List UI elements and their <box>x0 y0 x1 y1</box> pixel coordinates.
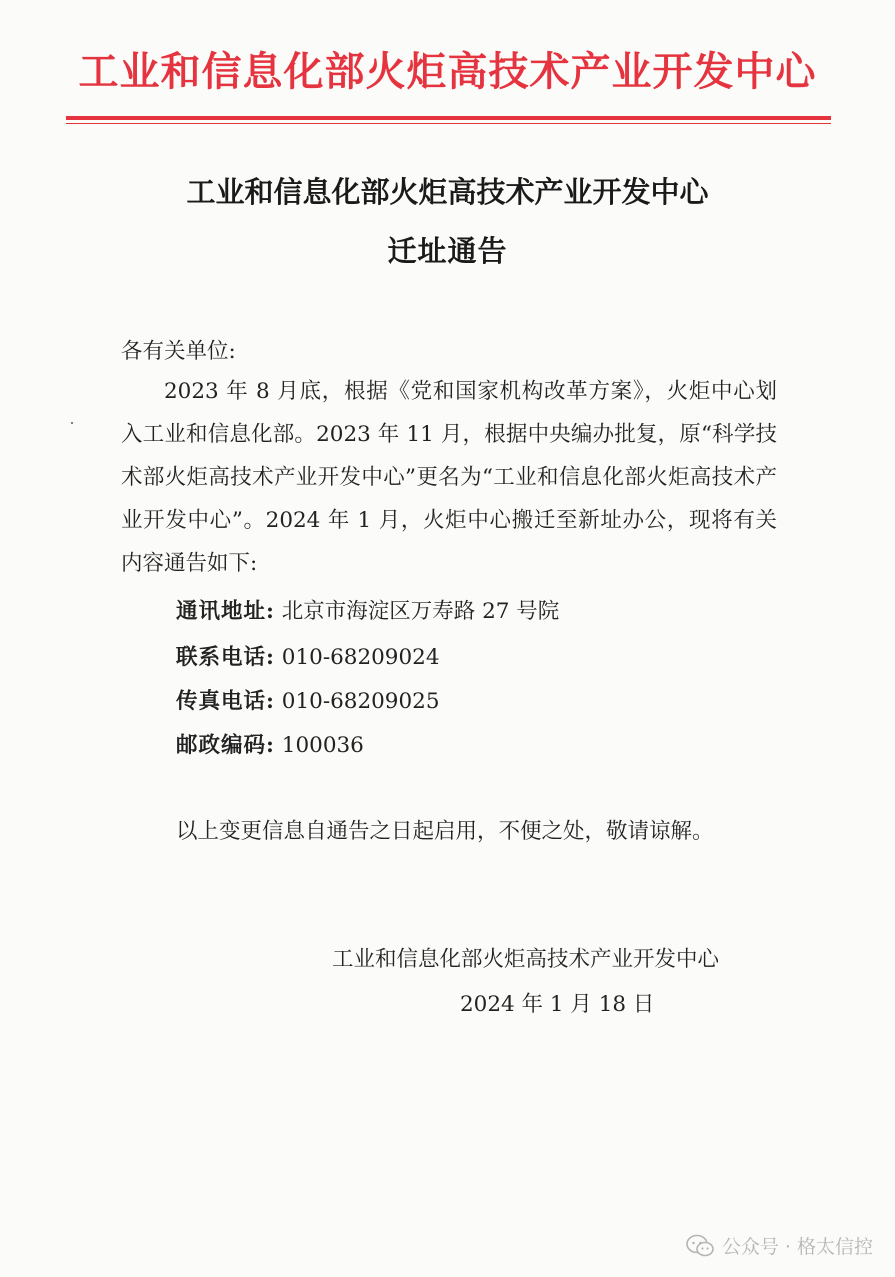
letterhead-title: 工业和信息化部火炬高技术产业开发中心 <box>78 48 817 95</box>
fax-label: 传真电话: <box>176 689 275 714</box>
closing-statement: 以上变更信息自通告之日起启用，不便之处，敬请谅解。 <box>176 819 714 844</box>
phone-label: 联系电话: <box>176 645 275 670</box>
scan-speck <box>71 422 73 424</box>
address-label: 通讯地址: <box>176 599 275 624</box>
postcode-label: 邮政编码: <box>176 733 275 758</box>
address-row <box>176 594 559 625</box>
salutation: 各有关单位: <box>121 339 236 364</box>
fax-value: 010-68209025 <box>281 689 440 714</box>
postcode-value: 100036 <box>281 733 364 758</box>
signature-org: 工业和信息化部火炬高技术产业开发中心 <box>332 947 720 972</box>
document-subtitle: 迁址通告 <box>387 234 508 268</box>
letterhead-divider-thick <box>66 116 831 120</box>
document-title: 工业和信息化部火炬高技术产业开发中心 <box>186 175 709 209</box>
address-value: 北京市海淀区万寿路 27 号院 <box>281 599 560 624</box>
letterhead-divider-thin <box>66 123 831 124</box>
signature-date: 2024 年 1 月 18 日 <box>460 992 655 1017</box>
fax-row <box>176 684 440 715</box>
postcode-row <box>176 728 364 759</box>
phone-row <box>176 640 440 671</box>
watermark <box>686 1232 873 1259</box>
wechat-icon <box>686 1234 714 1258</box>
watermark-text: 公众号 · 格太信控 <box>721 1236 873 1258</box>
phone-value: 010-68209024 <box>281 645 440 670</box>
body-paragraph: 2023 年 8 月底，根据《党和国家机构改革方案》，火炬中心划入工业和信息化部。2023 年 11 月，根据中央编办批复，原“科学技术部火炬高技术产业开发中心”更名为“工业和信息化部火炬高技术产业开发中心”。2024 年 1 月，火炬中心搬迁至新址办公，现将有关内容通告如下: <box>121 379 777 576</box>
